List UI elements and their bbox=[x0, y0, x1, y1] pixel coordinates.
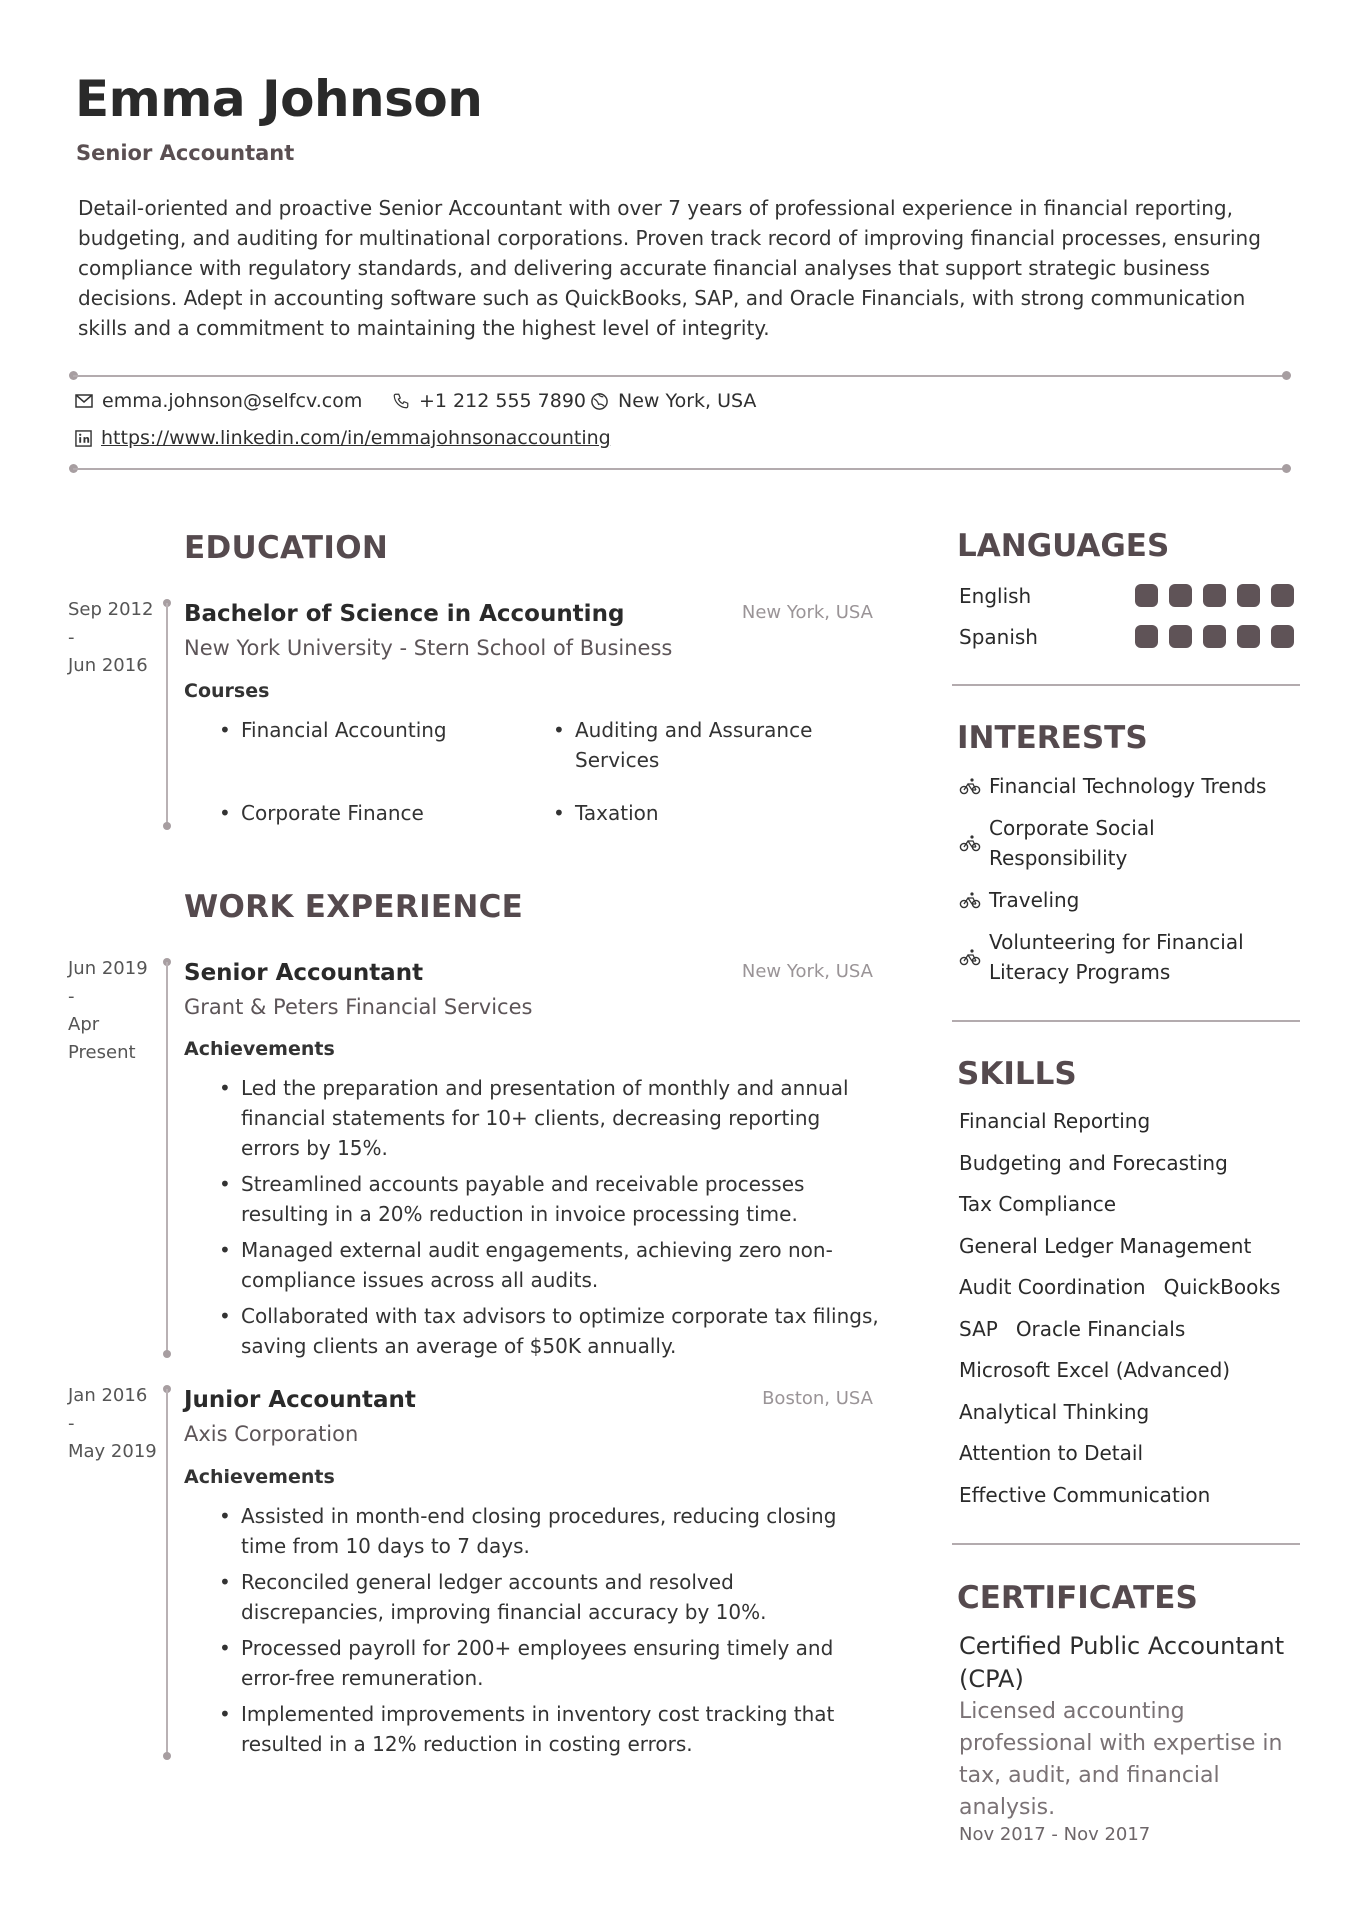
contact-email[interactable] bbox=[75, 390, 362, 412]
level-pip bbox=[1169, 625, 1192, 648]
skill-item: Analytical Thinking bbox=[959, 1399, 1150, 1424]
achievement-item: • Led the preparation and presentation of monthly and annual financial statements for 10+ clients, decreasing reporting errors by 15%. bbox=[213, 1073, 883, 1163]
language-level bbox=[1135, 584, 1294, 607]
language-row bbox=[959, 575, 1294, 616]
date-start: Sep 2012 bbox=[68, 599, 154, 620]
skills-list bbox=[959, 1101, 1304, 1516]
achievement-item: • Assisted in month-end closing procedures, reducing closing time from 10 days to 7 days. bbox=[213, 1501, 883, 1561]
timeline-dot bbox=[163, 822, 171, 830]
date-separator: - bbox=[68, 627, 75, 648]
summary-text: Detail-oriented and proactive Senior Accountant with over 7 years of professional experience in financial reporting, budgeting, and auditing for multinational corporations. Proven track record of improving financial processes, ensuring compliance with regulatory standards, and delivering accurate financial analyses that support strategic business decisions. Adept in accounting software such as QuickBooks, SAP, and Oracle Financials, with strong communication skills and a commitment to maintaining the highest level of integrity. bbox=[78, 196, 1261, 340]
level-pip bbox=[1237, 584, 1260, 607]
achievement-item: • Collaborated with tax advisors to optimize corporate tax filings, saving clients an average of $50K annually. bbox=[213, 1301, 883, 1361]
timeline-line bbox=[166, 603, 168, 826]
certificates-heading: CERTIFICATES bbox=[957, 1580, 1198, 1616]
date-separator: - bbox=[68, 986, 75, 1007]
education-location: New York, USA bbox=[741, 602, 873, 623]
interest-item bbox=[959, 885, 1299, 915]
achievement-item: • Processed payroll for 200+ employees ensuring timely and error-free remuneration. bbox=[213, 1633, 883, 1693]
achievements-label: Achievements bbox=[184, 1466, 335, 1488]
course-list-right-2 bbox=[547, 798, 867, 834]
job-location: Boston, USA bbox=[762, 1388, 873, 1409]
level-pip bbox=[1135, 625, 1158, 648]
certificate-description: Licensed accounting professional with expertise in tax, audit, and financial analysis. bbox=[959, 1699, 1283, 1820]
skill-item: Microsoft Excel (Advanced) bbox=[959, 1358, 1231, 1382]
contact-location bbox=[590, 390, 756, 412]
globe-icon bbox=[590, 392, 609, 411]
job-date bbox=[68, 1382, 168, 1466]
level-pip bbox=[1203, 625, 1226, 648]
cycling-icon bbox=[959, 948, 981, 966]
level-pip bbox=[1271, 625, 1294, 648]
skill-item: QuickBooks bbox=[1163, 1275, 1281, 1299]
date-separator: - bbox=[68, 1413, 75, 1434]
interest-item bbox=[959, 813, 1299, 873]
skill-item: General Ledger Management bbox=[959, 1233, 1252, 1258]
rule-dot bbox=[1282, 464, 1291, 473]
level-pip bbox=[1271, 584, 1294, 607]
achievement-item: • Managed external audit engagements, achieving zero non-compliance issues across all audits. bbox=[213, 1235, 883, 1295]
course-list-left bbox=[213, 715, 513, 751]
email-text: emma.johnson@selfcv.com bbox=[102, 390, 363, 412]
education-heading: EDUCATION bbox=[184, 530, 389, 566]
skill-item: Audit Coordination bbox=[959, 1275, 1146, 1299]
section-divider bbox=[952, 1020, 1300, 1022]
location-text: New York, USA bbox=[618, 390, 757, 412]
date-end: Apr bbox=[68, 1014, 100, 1035]
skills-heading: SKILLS bbox=[957, 1056, 1077, 1092]
school-name: New York University - Stern School of Business bbox=[184, 636, 673, 660]
interests-heading: INTERESTS bbox=[957, 720, 1148, 756]
achievement-item: • Implemented improvements in inventory cost tracking that resulted in a 12% reduction in costing errors. bbox=[213, 1699, 883, 1759]
interest-text: Financial Technology Trends bbox=[989, 774, 1267, 798]
rule-dot bbox=[1282, 371, 1291, 380]
interest-text: Traveling bbox=[989, 888, 1080, 912]
language-row bbox=[959, 616, 1294, 657]
language-name: English bbox=[959, 583, 1032, 608]
date-start: Jun 2019 bbox=[68, 958, 148, 979]
interest-item bbox=[959, 927, 1299, 987]
timeline-line bbox=[166, 962, 168, 1354]
skill-item: Financial Reporting bbox=[959, 1109, 1151, 1133]
work-heading: WORK EXPERIENCE bbox=[184, 889, 524, 925]
envelope-icon bbox=[75, 394, 93, 408]
job-title: Senior Accountant bbox=[184, 960, 424, 986]
course-list-right bbox=[547, 715, 867, 781]
course-item: • Corporate Finance bbox=[213, 798, 513, 828]
skill-item: SAP bbox=[959, 1316, 998, 1341]
contact-linkedin[interactable] bbox=[75, 427, 611, 449]
skill-item: Attention to Detail bbox=[959, 1441, 1144, 1465]
cycling-icon bbox=[959, 834, 981, 852]
degree-title: Bachelor of Science in Accounting bbox=[184, 601, 625, 627]
company-name: Axis Corporation bbox=[184, 1422, 359, 1446]
company-name: Grant & Peters Financial Services bbox=[184, 995, 533, 1019]
candidate-name: Emma Johnson bbox=[75, 70, 483, 128]
course-item: • Financial Accounting bbox=[213, 715, 513, 745]
date-end: Present bbox=[68, 1042, 136, 1063]
skill-item: Oracle Financials bbox=[1015, 1316, 1186, 1341]
cycling-icon bbox=[959, 891, 981, 909]
language-name: Spanish bbox=[959, 624, 1038, 649]
job-date bbox=[68, 955, 168, 1067]
course-item: • Auditing and Assurance Services bbox=[547, 715, 867, 775]
level-pip bbox=[1169, 584, 1192, 607]
level-pip bbox=[1135, 584, 1158, 607]
interests-list bbox=[959, 771, 1299, 999]
course-list-left-2 bbox=[213, 798, 513, 834]
phone-text: +1 212 555 7890 bbox=[419, 390, 587, 412]
interest-text: Volunteering for Financial Literacy Programs bbox=[989, 930, 1244, 984]
section-divider bbox=[952, 684, 1300, 686]
timeline-line bbox=[166, 1389, 168, 1756]
contact-rule-bottom bbox=[73, 468, 1287, 470]
level-pip bbox=[1203, 584, 1226, 607]
linkedin-icon bbox=[75, 430, 92, 447]
contact-rule-top bbox=[73, 375, 1287, 377]
languages-heading: LANGUAGES bbox=[957, 528, 1170, 564]
date-start: Jan 2016 bbox=[68, 1385, 148, 1406]
job-title: Junior Accountant bbox=[184, 1387, 416, 1413]
certificate-title: Certified Public Accountant (CPA) bbox=[959, 1632, 1285, 1693]
skill-item: Tax Compliance bbox=[959, 1192, 1117, 1216]
cycling-icon bbox=[959, 777, 981, 795]
courses-label: Courses bbox=[184, 680, 270, 702]
contact-phone[interactable] bbox=[392, 390, 586, 412]
date-end: May 2019 bbox=[68, 1441, 157, 1462]
candidate-title: Senior Accountant bbox=[76, 141, 295, 165]
certificate-date: Nov 2017 - Nov 2017 bbox=[959, 1824, 1151, 1845]
interest-text: Corporate Social Responsibility bbox=[989, 816, 1155, 870]
achievement-list bbox=[213, 1501, 883, 1765]
skill-item: Effective Communication bbox=[959, 1482, 1211, 1507]
timeline-dot bbox=[163, 1350, 171, 1358]
timeline-dot bbox=[163, 1752, 171, 1760]
achievement-item: • Reconciled general ledger accounts and resolved discrepancies, improving financial accuracy by 10%. bbox=[213, 1567, 883, 1627]
level-pip bbox=[1237, 625, 1260, 648]
achievement-item: • Streamlined accounts payable and receivable processes resulting in a 20% reduction in invoice processing time. bbox=[213, 1169, 883, 1229]
course-item: • Taxation bbox=[547, 798, 867, 828]
skill-item: Budgeting and Forecasting bbox=[959, 1150, 1228, 1175]
interest-item bbox=[959, 771, 1299, 801]
section-divider bbox=[952, 1543, 1300, 1545]
languages-list bbox=[959, 575, 1294, 657]
phone-icon bbox=[392, 392, 410, 410]
achievement-list bbox=[213, 1073, 883, 1367]
date-end: Jun 2016 bbox=[68, 655, 148, 676]
achievements-label: Achievements bbox=[184, 1038, 335, 1060]
certificate-item bbox=[959, 1630, 1304, 1845]
language-level bbox=[1135, 625, 1294, 648]
linkedin-link[interactable]: https://www.linkedin.com/in/emmajohnsonaccounting bbox=[101, 427, 611, 449]
education-date bbox=[68, 596, 168, 680]
job-location: New York, USA bbox=[741, 961, 873, 982]
